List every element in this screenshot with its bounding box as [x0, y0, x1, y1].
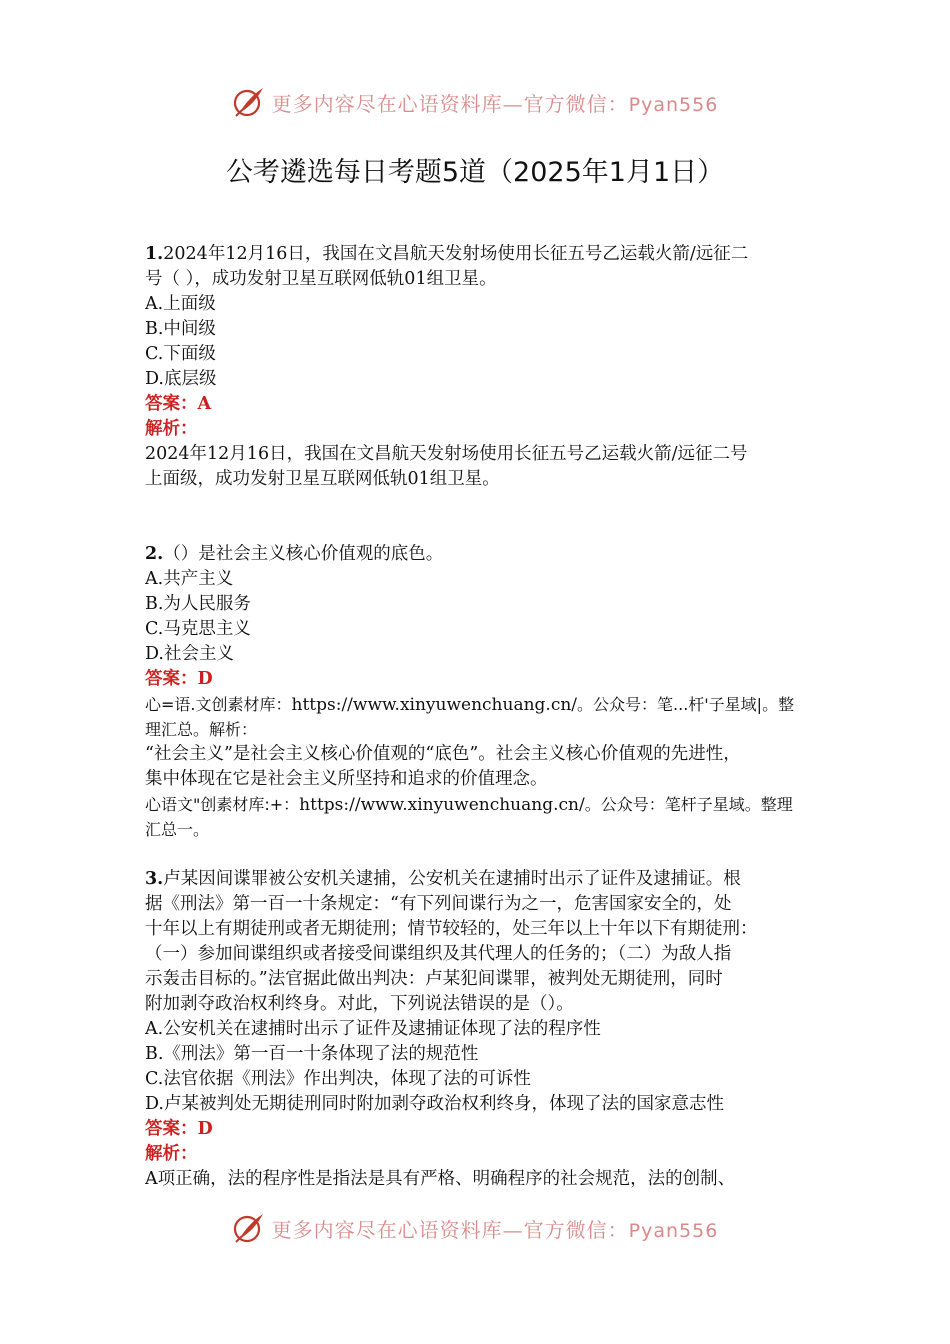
option-b: B.中间级 — [145, 319, 216, 339]
wechat-id: Pyan556 — [628, 93, 719, 116]
watermark-url: https://www.xinyuwenchuang.cn/ — [291, 695, 578, 715]
option-a: A.共产主义 — [145, 569, 234, 589]
option-b: B.为人民服务 — [145, 594, 251, 614]
option-d: D.底层级 — [145, 369, 217, 389]
question-stem-line: 十年以上有期徒刑或者无期徒刑；情节较轻的，处三年以上十年以下有期徒刑： — [145, 919, 758, 939]
option-d: D.社会主义 — [145, 644, 234, 664]
analysis-line: 2024年12月16日，我国在文昌航天发射场使用长征五号乙运载火箭/远征二号 — [145, 444, 748, 464]
question-stem-line: 据《刑法》第一百一十条规定：“有下列间谍行为之一，危害国家安全的，处 — [145, 894, 732, 914]
question-3 — [145, 867, 813, 1192]
answer-label: 答案：A — [145, 394, 212, 414]
question-1 — [145, 242, 813, 492]
watermark-note: 心=语.文创素材库：https://www.xinyuwenchuang.cn/。公众号：笔...杆'子星域|。整 — [145, 695, 795, 715]
option-d: D.卢某被判处无期徒刑同时附加剥夺政治权利终身，体现了法的国家意志性 — [145, 1094, 724, 1114]
question-stem-line: 3.卢某因间谍罪被公安机关逮捕，公安机关在逮捕时出示了证件及逮捕证。根 — [145, 869, 741, 889]
answer-label: 答案：D — [145, 1119, 213, 1139]
analysis-line: A项正确，法的程序性是指法是具有严格、明确程序的社会规范，法的创制、 — [145, 1169, 736, 1189]
option-c: C.法官依据《刑法》作出判决，体现了法的可诉性 — [145, 1069, 531, 1089]
header-banner — [0, 82, 950, 122]
wechat-id: Pyan556 — [628, 1219, 719, 1242]
banner-text: 更多内容尽在心语资料库—官方微信：Pyan556 — [271, 91, 719, 116]
page-title: 公考遴选每日考题5道（2025年1月1日） — [225, 157, 725, 188]
answer-label: 答案：D — [145, 669, 213, 689]
option-c: C.马克思主义 — [145, 619, 251, 639]
analysis-line: “社会主义”是社会主义核心价值观的“底色”。社会主义核心价值观的先进性， — [145, 744, 741, 764]
question-stem-line: 示轰击目标的。”法官据此做出判决：卢某犯间谍罪，被判处无期徒刑，同时 — [145, 969, 723, 989]
question-2 — [145, 542, 813, 842]
question-stem-line: 2.（）是社会主义核心价值观的底色。 — [145, 544, 444, 564]
watermark-url: https://www.xinyuwenchuang.cn/ — [299, 795, 585, 815]
option-c: C.下面级 — [145, 344, 216, 364]
analysis-label: 解析： — [145, 1144, 198, 1164]
analysis-line: 集中体现在它是社会主义所坚持和追求的价值理念。 — [145, 769, 548, 789]
question-stem-line: 附加剥夺政治权利终身。对此，下列说法错误的是（）。 — [145, 994, 574, 1014]
footer-banner — [0, 1208, 950, 1248]
question-stem-line: 1.2024年12月16日，我国在文昌航天发射场使用长征五号乙运载火箭/远征二 — [145, 244, 749, 264]
question-stem-line: 号（ ），成功发射卫星互联网低轨01组卫星。 — [145, 269, 497, 289]
quill-logo-icon — [232, 85, 266, 119]
option-a: A.上面级 — [145, 294, 216, 314]
watermark-note: 理汇总。解析： — [145, 720, 258, 739]
question-list — [145, 242, 813, 1192]
quill-logo-icon — [232, 1211, 266, 1245]
question-stem-line: （一）参加间谍组织或者接受间谍组织及其代理人的任务的；（二）为敌人指 — [145, 944, 732, 964]
option-b: B.《刑法》第一百一十条体现了法的规范性 — [145, 1044, 479, 1064]
watermark-note: 心语文"创素材库:+：https://www.xinyuwenchuang.cn/。公众号：笔杆子星域。整理 — [145, 795, 793, 815]
analysis-label: 解析： — [145, 419, 198, 439]
option-a: A.公安机关在逮捕时出示了证件及逮捕证体现了法的程序性 — [145, 1019, 601, 1039]
banner-text: 更多内容尽在心语资料库—官方微信：Pyan556 — [271, 1217, 719, 1242]
analysis-line: 上面级，成功发射卫星互联网低轨01组卫星。 — [145, 469, 500, 489]
watermark-note: 汇总一。 — [145, 820, 210, 839]
